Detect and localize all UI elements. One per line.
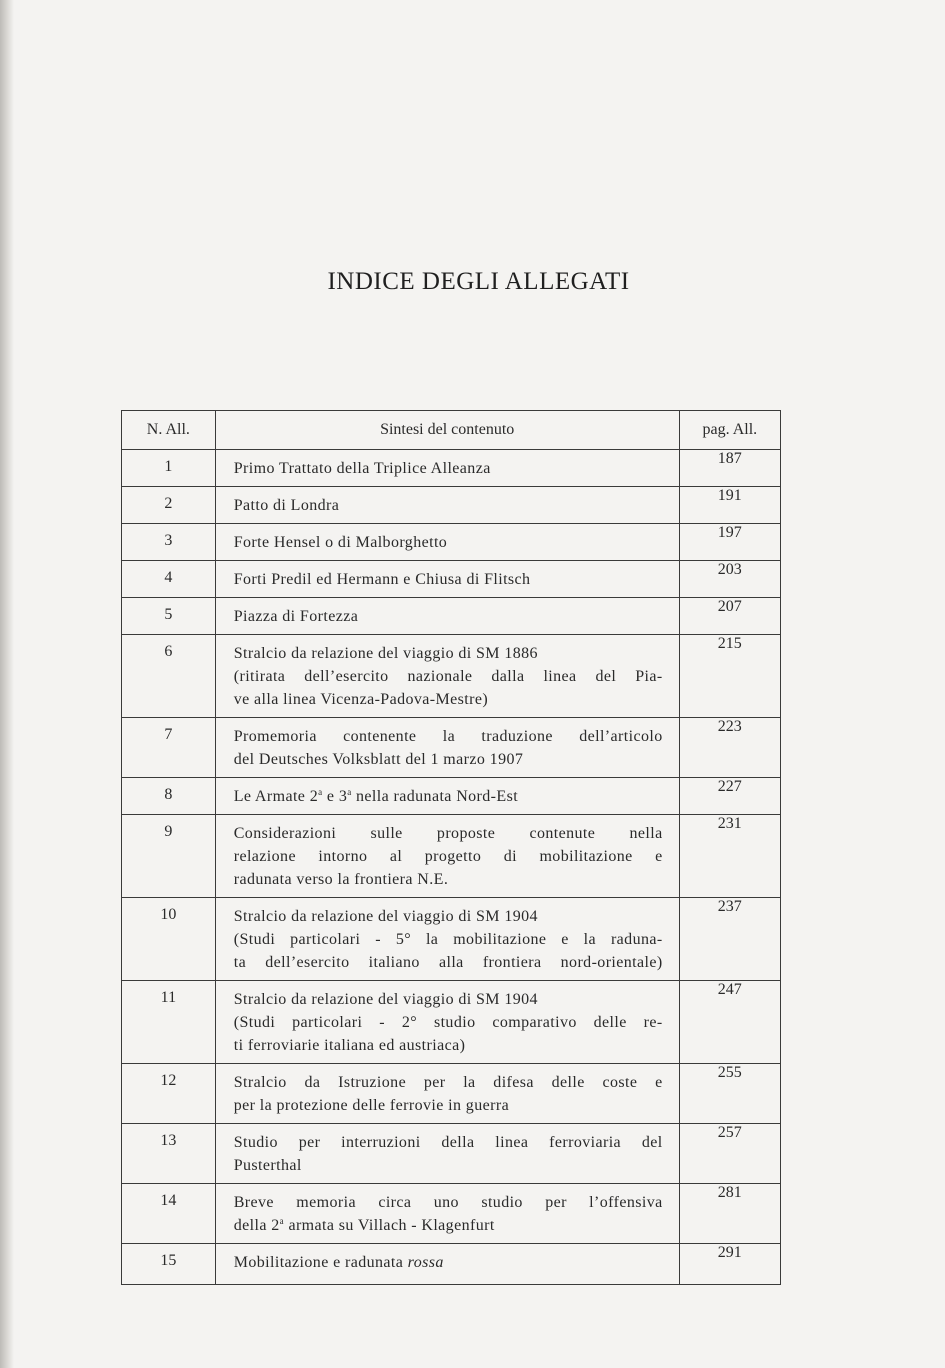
table-row [122, 1064, 781, 1124]
row-desc [215, 598, 679, 635]
row-desc-line: (ritirata dell’esercito nazionale dalla linea del Pia- [233, 668, 663, 685]
row-desc-text: nella radunata Nord-Est [351, 788, 519, 805]
row-desc-line: Pusterthal [233, 1157, 302, 1174]
ordinal-sup: a [347, 787, 352, 797]
row-num: 3 [122, 524, 216, 561]
table-row [122, 598, 781, 635]
row-num: 11 [122, 981, 216, 1064]
row-desc [215, 561, 679, 598]
table-row [122, 524, 781, 561]
row-desc-line: Patto di Londra [233, 497, 340, 514]
row-desc-line: Stralcio da relazione del viaggio di SM 1904 [233, 991, 538, 1008]
row-desc-text: e 3 [322, 788, 348, 805]
row-desc [215, 524, 679, 561]
row-desc-line: Considerazioni sulle proposte contenute nella [233, 825, 663, 842]
row-desc-italic: rossa [407, 1254, 444, 1271]
row-desc-text: della 2 [233, 1217, 280, 1234]
table-row [122, 898, 781, 981]
row-page: 291 [679, 1244, 780, 1285]
row-num: 6 [122, 635, 216, 718]
row-page: 255 [679, 1064, 780, 1124]
row-desc-line: per la protezione delle ferrovie in guerra [233, 1097, 510, 1114]
table-row [122, 1184, 781, 1244]
row-desc [215, 1124, 679, 1184]
row-desc-line: ve alla linea Vicenza-Padova-Mestre) [233, 691, 489, 708]
table-row [122, 1244, 781, 1285]
table-row [122, 1124, 781, 1184]
row-num: 14 [122, 1184, 216, 1244]
row-desc-line [234, 785, 663, 808]
table-row [122, 981, 781, 1064]
ordinal-sup: a [279, 1216, 285, 1226]
page-title: INDICE DEGLI ALLEGATI [327, 268, 630, 295]
table-row [122, 487, 781, 524]
row-desc-line: (Studi particolari - 5° la mobilitazione e la raduna- [233, 931, 663, 948]
row-desc-line: relazione intorno al progetto di mobilitazione e [233, 848, 663, 865]
row-desc [215, 898, 679, 981]
row-page: 247 [679, 981, 780, 1064]
row-desc [215, 815, 679, 898]
header-page: pag. All. [679, 411, 780, 450]
row-num: 12 [122, 1064, 216, 1124]
row-page: 223 [679, 718, 780, 778]
row-desc [215, 981, 679, 1064]
row-desc [215, 1064, 679, 1124]
row-desc-line: radunata verso la frontiera N.E. [233, 871, 449, 888]
row-desc-line [234, 1251, 663, 1274]
row-desc-line: Promemoria contenente la traduzione dell’articolo [233, 728, 663, 745]
row-num: 15 [122, 1244, 216, 1285]
table-row [122, 718, 781, 778]
row-desc-line: Forti Predil ed Hermann e Chiusa di Flitsch [233, 571, 531, 588]
attachments-index-table [121, 410, 781, 1285]
row-num: 4 [122, 561, 216, 598]
table-row [122, 778, 781, 815]
row-page: 227 [679, 778, 780, 815]
row-desc [215, 635, 679, 718]
row-desc-line: Piazza di Fortezza [233, 608, 359, 625]
book-spine-shadow [0, 0, 14, 1368]
row-desc-line: Stralcio da relazione del viaggio di SM 1904 [233, 908, 538, 925]
row-desc-line: Stralcio da Istruzione per la difesa delle coste e [233, 1074, 663, 1091]
row-num: 7 [122, 718, 216, 778]
row-num: 5 [122, 598, 216, 635]
row-num: 13 [122, 1124, 216, 1184]
row-desc-line: del Deutsches Volksblatt del 1 marzo 1907 [233, 751, 524, 768]
table-row [122, 635, 781, 718]
row-desc-line [234, 1214, 663, 1237]
row-desc [215, 1184, 679, 1244]
row-page: 191 [679, 487, 780, 524]
row-desc-text: armata su Villach - Klagenfurt [284, 1217, 495, 1234]
row-desc [215, 718, 679, 778]
row-page: 207 [679, 598, 780, 635]
row-desc-line: ta dell’esercito italiano alla frontiera nord-orientale) [233, 954, 663, 971]
table-row [122, 815, 781, 898]
row-page: 231 [679, 815, 780, 898]
ordinal-sup: a [318, 787, 323, 797]
row-page: 197 [679, 524, 780, 561]
row-desc-line: Studio per interruzioni della linea ferroviaria del [233, 1134, 663, 1151]
row-num: 9 [122, 815, 216, 898]
table-row [122, 450, 781, 487]
row-desc-line: Breve memoria circa uno studio per l’offensiva [233, 1194, 663, 1211]
row-page: 257 [679, 1124, 780, 1184]
row-page: 237 [679, 898, 780, 981]
row-desc-line: ti ferroviarie italiana ed austriaca) [233, 1037, 466, 1054]
row-desc-line: Forte Hensel o di Malborghetto [233, 534, 448, 551]
table-row [122, 561, 781, 598]
row-desc [215, 778, 679, 815]
row-desc [215, 487, 679, 524]
row-num: 8 [122, 778, 216, 815]
row-num: 10 [122, 898, 216, 981]
row-desc-text: Le Armate 2 [233, 788, 319, 805]
header-num: N. All. [122, 411, 216, 450]
table-header-row [122, 411, 781, 450]
row-desc [215, 450, 679, 487]
row-desc [215, 1244, 679, 1285]
row-page: 187 [679, 450, 780, 487]
row-num: 1 [122, 450, 216, 487]
row-page: 203 [679, 561, 780, 598]
row-desc-line: Stralcio da relazione del viaggio di SM 1886 [233, 645, 538, 662]
row-desc-text: Mobilitazione e radunata [233, 1254, 408, 1271]
header-desc: Sintesi del contenuto [215, 411, 679, 450]
row-desc-line: (Studi particolari - 2° studio comparativo delle re- [233, 1014, 663, 1031]
row-desc-line: Primo Trattato della Triplice Alleanza [233, 460, 491, 477]
row-page: 281 [679, 1184, 780, 1244]
row-page: 215 [679, 635, 780, 718]
row-num: 2 [122, 487, 216, 524]
